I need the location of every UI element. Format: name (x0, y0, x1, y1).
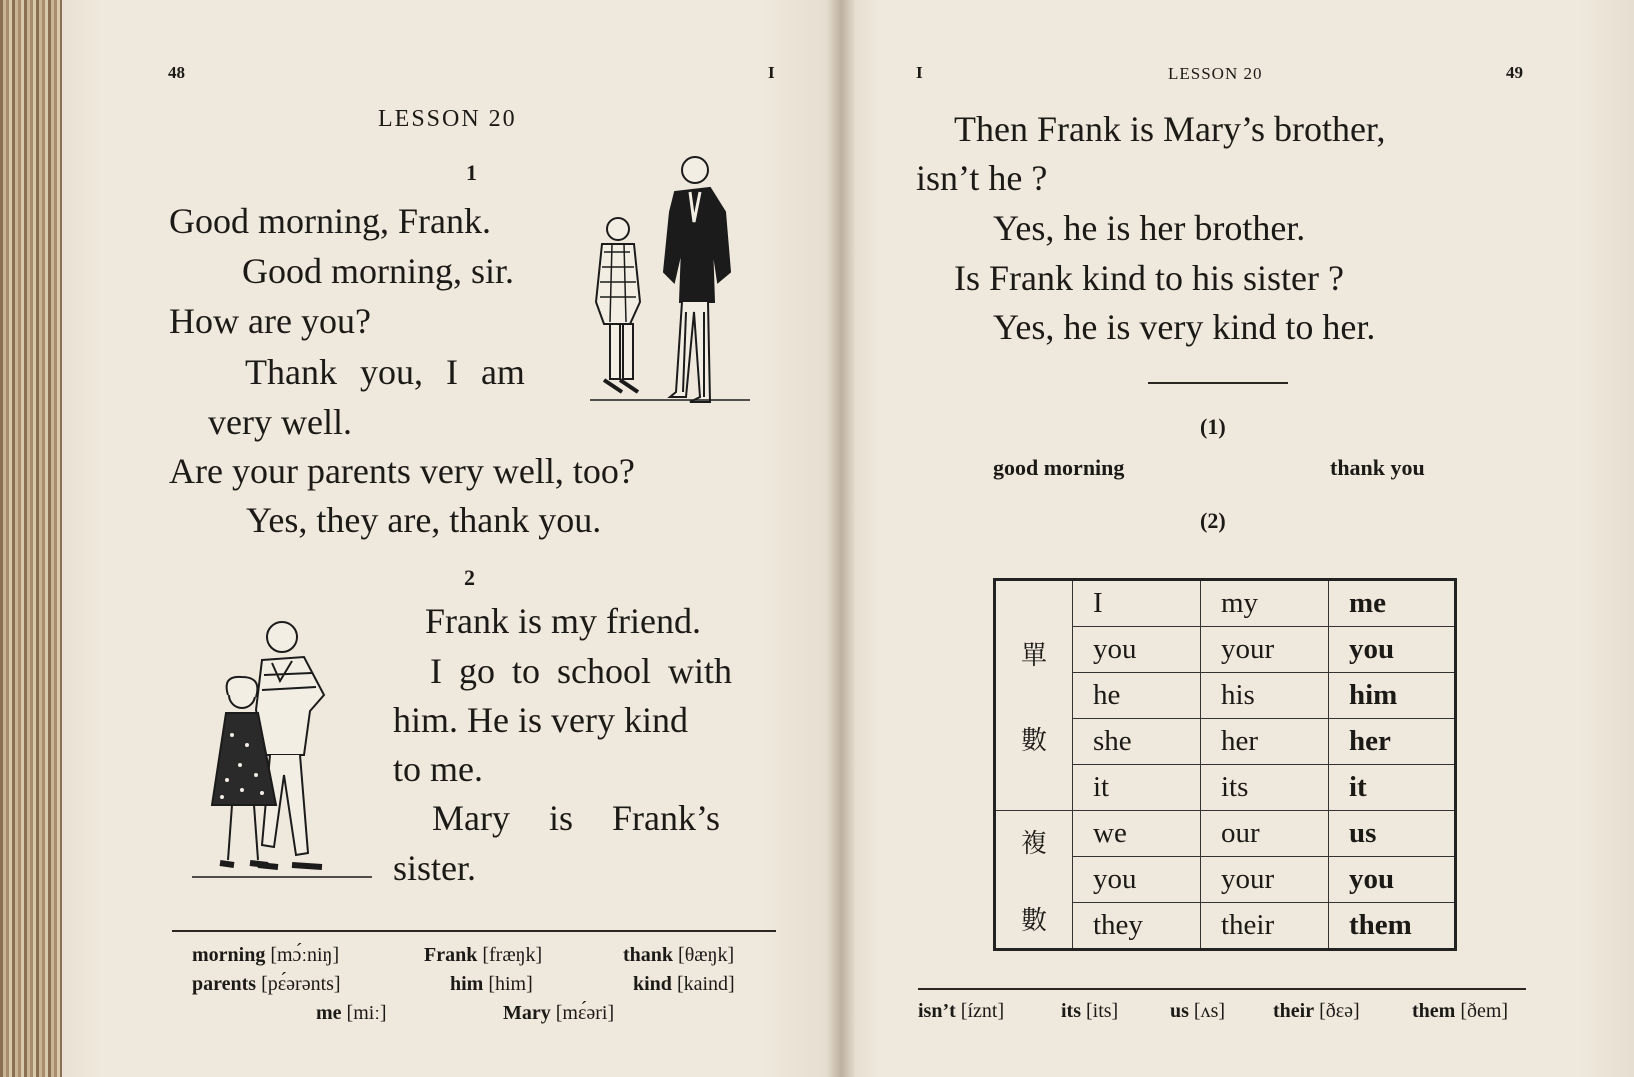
exercise-2-label: (2) (1200, 508, 1226, 533)
table-cell: you (1329, 857, 1456, 903)
dialogue-line-5: very well. (208, 402, 352, 442)
right-line-3: Yes, he is her brother. (993, 208, 1306, 248)
right-line-5: Yes, he is very kind to her. (993, 307, 1376, 347)
right-running-mark: I (916, 63, 923, 82)
vocab-thank: thank [θæŋk] (623, 944, 735, 966)
table-cell: my (1201, 580, 1329, 627)
left-page-number: 48 (168, 63, 185, 82)
table-cell: he (1073, 673, 1201, 719)
table-cell: she (1073, 719, 1201, 765)
table-cell: you (1073, 627, 1201, 673)
dialogue-line-6: Are your parents very well, too? (169, 451, 635, 491)
table-cell: them (1329, 903, 1456, 950)
table-cell: her (1329, 719, 1456, 765)
right-line-1: Then Frank is Mary’s brother, (954, 109, 1386, 149)
vocab-kind: kind [kaind] (633, 973, 735, 995)
left-vocab-rule (172, 930, 776, 932)
table-row (995, 811, 1456, 857)
passage-line-2: I go to school with (430, 651, 732, 691)
singular-label-cell (995, 580, 1073, 811)
dialogue-line-2: Good morning, sir. (242, 251, 515, 291)
singular-label-char-2: 數 (1020, 725, 1047, 755)
vocab-mary: Mary [mɛ́əri] (503, 1002, 615, 1024)
table-cell: our (1201, 811, 1329, 857)
pronoun-table (993, 578, 1457, 951)
table-cell: us (1329, 811, 1456, 857)
table-cell: it (1073, 765, 1201, 811)
right-line-2: isn’t he ? (916, 158, 1048, 198)
plural-label-char-2: 數 (1020, 905, 1047, 935)
vocab-me: me [miː] (316, 1002, 387, 1024)
table-cell: they (1073, 903, 1201, 950)
table-cell: we (1073, 811, 1201, 857)
table-cell: you (1073, 857, 1201, 903)
passage-line-3: him. He is very kind (393, 700, 688, 740)
table-cell: their (1201, 903, 1329, 950)
vocab-us: us [ʌs] (1170, 1000, 1226, 1022)
right-page-number: 49 (1506, 63, 1523, 82)
plural-label-cell (995, 811, 1073, 950)
dialogue-line-7: Yes, they are, thank you. (246, 500, 602, 540)
table-cell: I (1073, 580, 1201, 627)
vocab-isnt: isn’t [íznt] (918, 1000, 1005, 1022)
lesson-title: LESSON 20 (378, 106, 517, 132)
section-number-2: 2 (464, 565, 475, 590)
section-number-1: 1 (466, 160, 477, 185)
right-line-4: Is Frank kind to his sister ? (954, 258, 1344, 298)
exercise-1-left-phrase: good morning (993, 455, 1125, 480)
table-cell: you (1329, 627, 1456, 673)
plural-label-char-1: 複 (1020, 828, 1047, 858)
vocab-parents: parents [pɛ́ərənts] (192, 973, 341, 995)
vocab-their: their [ðɛə] (1273, 1000, 1360, 1022)
singular-label-char-1: 單 (1020, 640, 1047, 670)
table-cell: his (1201, 673, 1329, 719)
dialogue-line-3: How are you? (169, 301, 371, 341)
exercise-1-label: (1) (1200, 414, 1226, 439)
book-page-edges (0, 0, 64, 1077)
right-vocab-rule (918, 988, 1526, 990)
vocab-morning: morning [mɔ́ːniŋ] (192, 944, 340, 966)
left-running-mark: I (768, 63, 775, 82)
right-running-title: LESSON 20 (1168, 64, 1263, 83)
table-row (995, 580, 1456, 627)
man-and-boy-illustration (590, 152, 780, 427)
vocab-frank: Frank [fræŋk] (424, 944, 543, 966)
table-cell: me (1329, 580, 1456, 627)
passage-line-6: sister. (393, 848, 477, 888)
table-cell: it (1329, 765, 1456, 811)
passage-line-4: to me. (393, 749, 483, 789)
table-cell: her (1201, 719, 1329, 765)
table-cell: him (1329, 673, 1456, 719)
boy-and-girl-illustration (192, 615, 382, 915)
dialogue-line-1: Good morning, Frank. (169, 201, 491, 241)
short-divider (1148, 382, 1288, 384)
book-gutter (826, 0, 856, 1077)
exercise-1-right-phrase: thank you (1330, 455, 1425, 480)
table-cell: your (1201, 857, 1329, 903)
vocab-him: him [him] (450, 973, 533, 995)
vocab-its: its [its] (1061, 1000, 1119, 1022)
vocab-them: them [ðem] (1412, 1000, 1509, 1022)
table-cell: your (1201, 627, 1329, 673)
passage-line-1: Frank is my friend. (425, 601, 701, 641)
dialogue-line-4: Thank you, I am (245, 352, 525, 392)
table-cell: its (1201, 765, 1329, 811)
passage-line-5: Mary is Frank’s (432, 798, 720, 838)
